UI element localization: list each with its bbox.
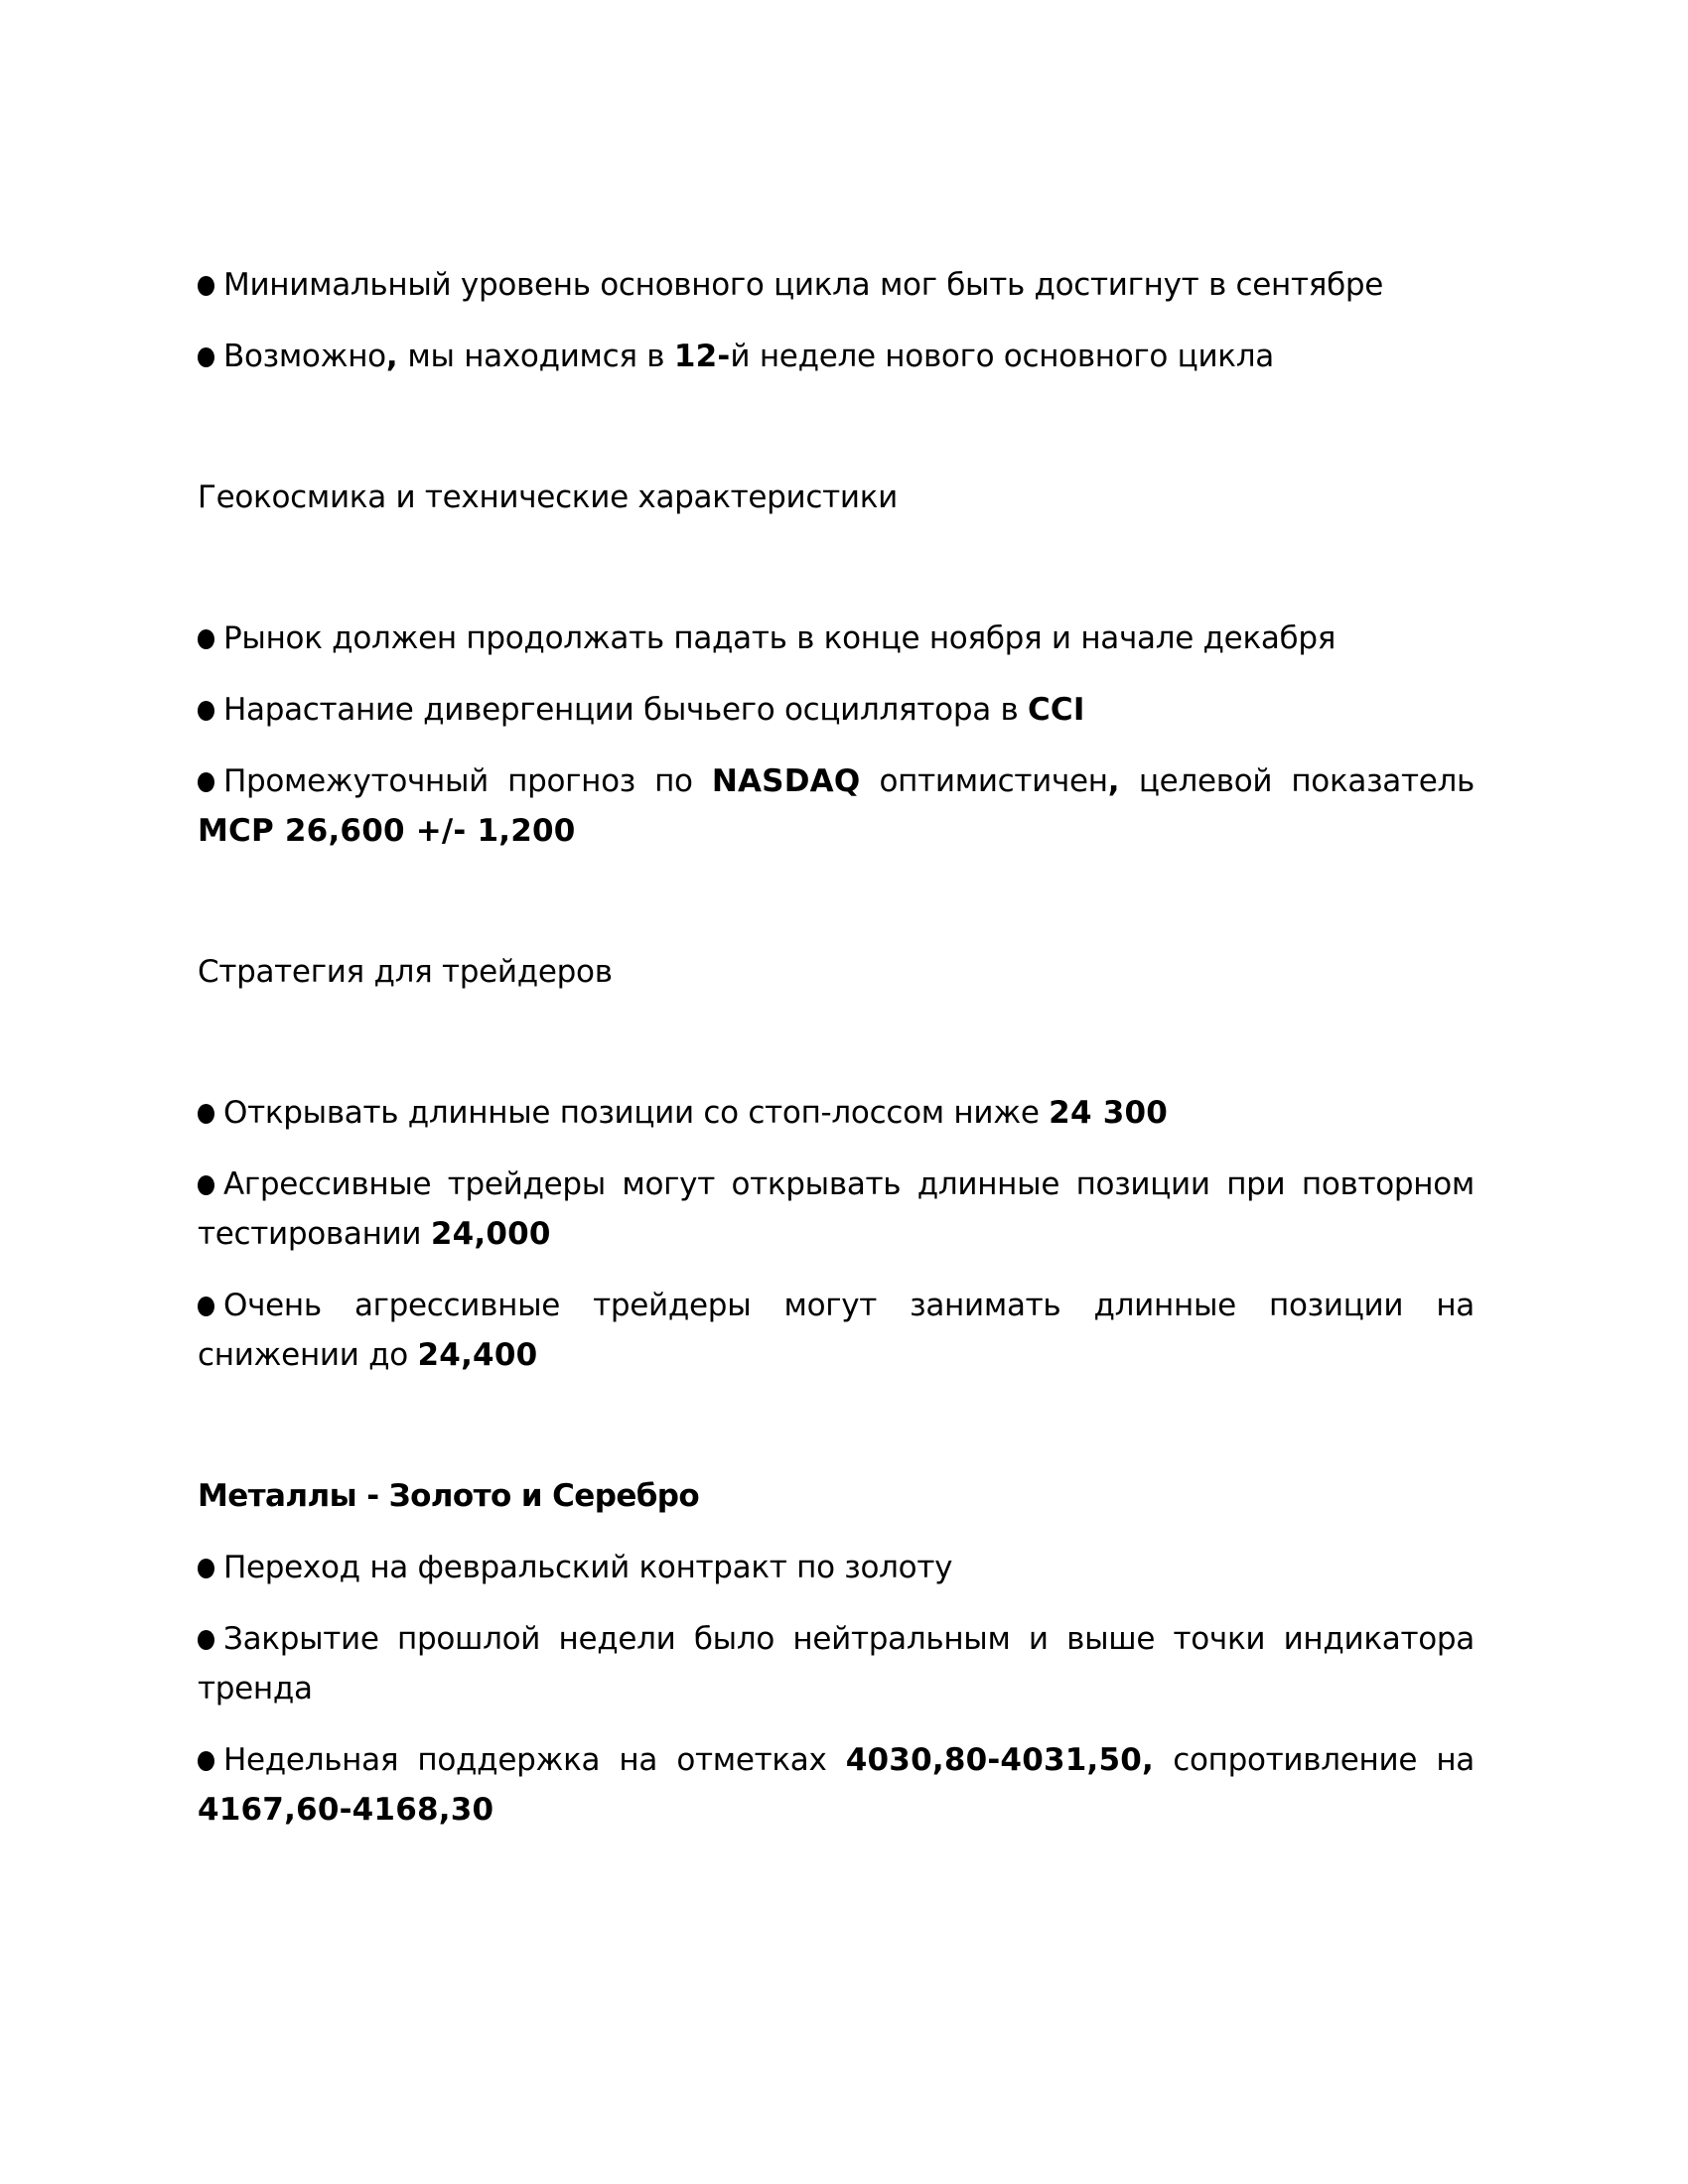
body-text: Промежуточный прогноз по [223, 763, 712, 799]
section-heading: Металлы - Золото и Серебро [198, 1478, 700, 1514]
bullet-item [198, 332, 1475, 381]
body-text: целевой показатель [1119, 763, 1475, 799]
bullet-icon [198, 1175, 214, 1195]
body-text: Закрытие прошлой недели было нейтральным и выше точки индикатора тренда [198, 1621, 1475, 1706]
bullet-item [198, 1614, 1475, 1713]
bullet-item [198, 1160, 1475, 1259]
bullet-icon [198, 1559, 214, 1578]
emphasis-text: 4167,60-4168,30 [198, 1792, 494, 1828]
body-text: оптимистичен [860, 763, 1108, 799]
bullet-icon [198, 629, 214, 649]
body-text: Нарастание дивергенции бычьего осциллятора в [223, 692, 1028, 728]
bullet-item [198, 1088, 1475, 1138]
body-text: сопротивление на [1154, 1742, 1475, 1778]
bullet-icon [198, 1297, 214, 1316]
section-metals [198, 1471, 1475, 1835]
emphasis-text: , [385, 339, 398, 374]
emphasis-text: NASDAQ [711, 763, 861, 799]
body-text: Возможно [223, 339, 386, 374]
bullet-icon [198, 1751, 214, 1771]
body-text: Переход на февральский контракт по золоту [223, 1550, 953, 1585]
bullet-item [198, 1281, 1475, 1380]
body-text: Недельная поддержка на отметках [223, 1742, 846, 1778]
bullet-item [198, 260, 1475, 310]
bullet-icon [198, 276, 214, 296]
bullet-icon [198, 1630, 214, 1650]
section-geocosmic [198, 473, 1475, 856]
document-page [198, 260, 1475, 1835]
section-cycles [198, 260, 1475, 381]
bullet-icon [198, 1104, 214, 1124]
body-text: Агрессивные трейдеры могут открывать длинные позиции при повторном тестировании [198, 1166, 1475, 1252]
emphasis-text: 24,400 [417, 1337, 538, 1373]
bullet-item [198, 685, 1475, 735]
section-heading: Геокосмика и технические характеристики [198, 479, 899, 515]
bullet-item [198, 1543, 1475, 1592]
body-text: Очень агрессивные трейдеры могут занимать длинные позиции на снижении до [198, 1288, 1475, 1373]
emphasis-text: 24,000 [430, 1216, 551, 1252]
emphasis-text: MCP 26,600 +/- 1,200 [198, 813, 576, 849]
bullet-item [198, 614, 1475, 663]
emphasis-text: 12- [673, 339, 731, 374]
body-text: мы находимся в [397, 339, 674, 374]
emphasis-text: CCI [1027, 692, 1085, 728]
section-heading: Стратегия для трейдеров [198, 954, 613, 990]
body-text: й неделе нового основного цикла [730, 339, 1274, 374]
bullet-icon [198, 701, 214, 721]
emphasis-text: 4030,80-4031,50, [845, 1742, 1154, 1778]
emphasis-text: , [1107, 763, 1120, 799]
emphasis-text: 24 300 [1049, 1095, 1169, 1131]
bullet-item [198, 756, 1475, 856]
bullet-icon [198, 772, 214, 792]
body-text: Минимальный уровень основного цикла мог быть достигнут в сентябре [223, 267, 1384, 303]
bullet-item [198, 1735, 1475, 1835]
section-strategy [198, 947, 1475, 1380]
bullet-icon [198, 347, 214, 367]
body-text: Открывать длинные позиции со стоп-лоссом ниже [223, 1095, 1050, 1131]
body-text: Рынок должен продолжать падать в конце ноября и начале декабря [223, 620, 1336, 656]
